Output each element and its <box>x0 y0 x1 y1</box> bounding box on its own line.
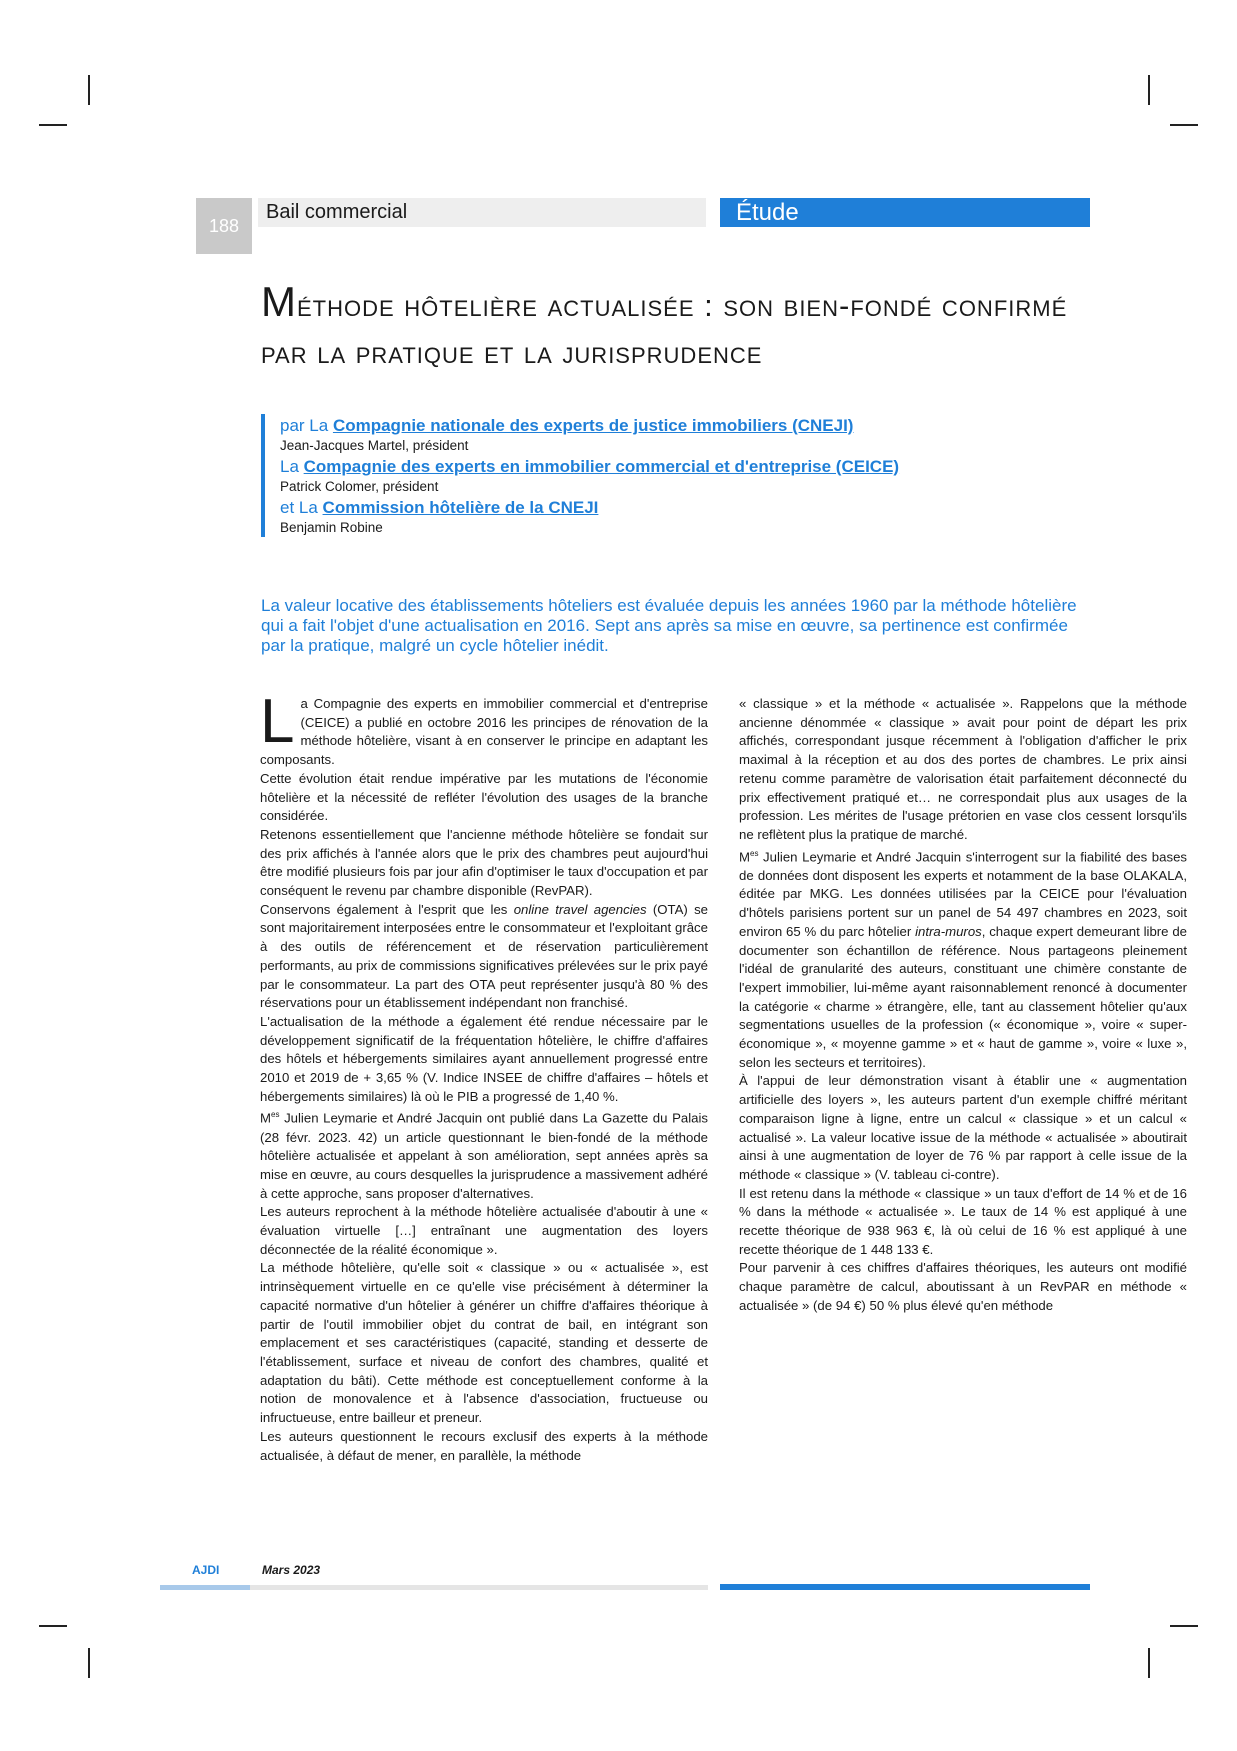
crop-mark <box>88 1648 90 1678</box>
author-block <box>261 414 1091 537</box>
footer-accent <box>160 1585 250 1590</box>
body-paragraph: Il est retenu dans la méthode « classique » un taux d'effort de 14 % et de 16 % dans la méthode « actualisée ». Le taux de 14 % est appliqué à une recette théorique de 938 963 €, là où celui de 16 % est appliqué à une recette théorique de 1 448 133 €. <box>739 1185 1187 1257</box>
page-number: 188 <box>196 198 252 254</box>
rubric-text: Bail commercial <box>266 201 408 223</box>
drop-cap: L <box>260 687 295 756</box>
footer-rule-left <box>160 1585 708 1590</box>
author-org-line <box>280 414 1091 437</box>
body-paragraph <box>260 1106 708 1203</box>
author-prefix: La <box>280 457 304 476</box>
paragraph-emphasis: intra-muros <box>915 923 982 939</box>
paragraph-text: M <box>260 1110 271 1126</box>
author-org-link[interactable]: Commission hôtelière de la CNEJI <box>322 498 599 517</box>
body-paragraph: « classique » et la méthode « actualisée ». Rappelons que la méthode ancienne dénommée « classique » avait pour point de départ les prix affichés, correspondant jusque récemment à l'obligation d'afficher le prix maximal à la réception et au dos des portes de chambres. Le prix ainsi retenu comme paramètre de valorisation était parfaitement déconnecté du prix effectivement pratiqué et… ne correspondait plus aux usages de la profession. Les mérites de l'usage prétorien en vase clos cessent lorsqu'ils ne reflètent plus la pratique de marché. <box>739 696 1187 842</box>
body-paragraph <box>739 845 1187 1073</box>
footer-rule-right <box>720 1584 1090 1590</box>
author-prefix: et La <box>280 498 323 517</box>
paragraph-text: (OTA) se sont majoritairement interposées entre le consommateur et l'exploitant grâce à des outils de référencement et de réservation particulièrement performants, au prix de commissions significatives prélevées sur le prix payé par le consommateur. La part des OTA peut représenter jusqu'à 80 % des réservations pour un établissement indépendant non franchisé. <box>260 901 709 1011</box>
paragraph-text: Julien Leymarie et André Jacquin s'interrogent sur la fiabilité des bases de données dont disposent les experts et notamment de la base OLAKALA, éditée par MKG. Les données utilisées par la CEICE pour l'évaluation d'hôtels parisiens portent sur un panel de 54 497 chambres en 2023, soit environ 65 % du parc hôtelier <box>739 849 1187 939</box>
author-org-line <box>280 496 1091 519</box>
body-paragraph <box>260 687 708 770</box>
paragraph-text: Julien Leymarie et André Jacquin ont publié dans La Gazette du Palais (28 févr. 2023. 42) un article questionnant le bien-fondé de la méthode hôtelière actualisée et appelant à son amélioration, sept années après sa mise en œuvre, au cours desquelles la jurisprudence a massivement adhéré à cette approche, sans proposer d'alternatives. <box>260 1110 708 1201</box>
crop-mark <box>1170 124 1198 126</box>
body-paragraph: Cette évolution était rendue impérative par les mutations de l'économie hôtelière et la nécessité de refléter l'évolution des usages de la branche considérée. <box>260 770 708 824</box>
author-prefix: par La <box>280 416 333 435</box>
superscript: es <box>750 848 759 858</box>
rubric-label <box>258 198 706 227</box>
title-text: éthode hôtelière actualisée : son bien-fondé confirmé par la pratique et la jurisprudence <box>261 288 1068 370</box>
paragraph-text: , chaque expert demeurant libre de documenter son échantillon de référence. Nous partageons pleinement l'idéal de granularité des auteurs, constituant une chimère constante de l'expert immobilier, lui-même ayant raisonnablement renoncé à documenter la catégorie « charme » étrangère, elle, tant au classement hôtelier qu'aux segmentations usuelles de la profession (« économique », voire « super-économique », « moyenne gamme » et « haut de gamme », voire « luxe », selon les secteurs et territoires). <box>739 923 1187 1070</box>
crop-mark <box>1148 1648 1150 1678</box>
body-paragraph: Pour parvenir à ces chiffres d'affaires théoriques, les auteurs ont modifié chaque paramètre de calcul, aboutissant à un RevPAR en méthode « actualisée » (de 94 €) 50 % plus élevé qu'en méthode <box>739 1260 1187 1313</box>
body-paragraph: La méthode hôtelière, qu'elle soit « classique » ou « actualisée », est intrinsèquement virtuelle en ce qu'elle vise précisément à déterminer la capacité normative d'un hôtelier à générer un chiffre d'affaires théorique à partir de l'outil immobilier objet du contrat de bail, en intégrant son emplacement et ses caractéristiques (capacité, standing et desserte de l'établissement, surface et niveau de confort des chambres, qualité et adaptation du bâti). Cette méthode est conceptuellement conforme à la notion de monovalence et à l'absence d'association, fructueuse ou infructueuse, entre bailleur et preneur. <box>260 1260 708 1426</box>
crop-mark <box>1148 75 1150 105</box>
author-person: Patrick Colomer, président <box>280 479 439 494</box>
crop-mark <box>1170 1625 1198 1627</box>
paragraph-text: M <box>739 849 750 865</box>
body-paragraph: Retenons essentiellement que l'ancienne méthode hôtelière se fondait sur des prix affichés à l'année alors que le prix des chambres peut aujourd'hui être modifié plusieurs fois par jour afin d'optimiser le taux d'occupation et par conséquent le revenu par chambre disponible (RevPAR). <box>260 826 708 899</box>
title-first-letter: M <box>261 278 297 325</box>
crop-mark <box>39 1625 67 1627</box>
superscript: es <box>271 1110 280 1120</box>
paragraph-emphasis: online travel agencies <box>513 901 647 917</box>
body-column-left <box>260 687 709 1465</box>
body-paragraph: Les auteurs questionnent le recours exclusif des experts à la méthode actualisée, à défaut de mener, en parallèle, la méthode <box>260 1428 708 1463</box>
author-person: Benjamin Robine <box>280 520 383 535</box>
body-paragraph: L'actualisation de la méthode a également été rendue nécessaire par le développement significatif de la fréquentation hôtelière, le chiffre d'affaires des hôtels et hébergements similaires ayant annuellement progressé entre 2010 et 2019 de + 3,65 % (V. Indice INSEE de chiffre d'affaires – hôtels et hébergements similaires) là où le PIB a progressé de 1,40 %. <box>260 1013 708 1104</box>
paragraph-text: Conservons également à l'esprit que les <box>260 901 514 917</box>
footer-issue-date: Mars 2023 <box>262 1563 321 1577</box>
article-lead: La valeur locative des établissements hôteliers est évaluée depuis les années 1960 par la méthode hôtelière qui a fait l'objet d'une actualisation en 2016. Sept ans après sa mise en œuvre, sa pertinence est confirmée par la pratique, malgré un cycle hôtelier inédit. <box>261 596 1077 655</box>
author-org-line <box>280 455 1091 478</box>
author-org-link[interactable]: Compagnie des experts en immobilier commercial et d'entreprise (CEICE) <box>303 457 900 476</box>
footer-journal-name: AJDI <box>192 1563 220 1577</box>
article-title <box>261 278 1091 376</box>
article-type-text: Étude <box>736 198 799 226</box>
article-type-tag <box>720 198 1090 227</box>
body-paragraph: Les auteurs reprochent à la méthode hôtelière actualisée d'aboutir à une « évaluation virtuelle […] entraînant une augmentation des loyers déconnectée de la réalité économique ». <box>260 1204 708 1257</box>
paragraph-text: a Compagnie des experts en immobilier commercial et d'entreprise (CEICE) a publié en octobre 2016 les principes de rénovation de la méthode hôtelière, visant à en conserver le principe en adaptant les composants. <box>260 696 708 768</box>
author-person: Jean-Jacques Martel, président <box>280 438 469 453</box>
crop-mark <box>88 75 90 105</box>
crop-mark <box>39 124 67 126</box>
body-paragraph <box>260 901 708 1013</box>
body-paragraph: À l'appui de leur démonstration visant à établir une « augmentation artificielle des loyers », les auteurs partent d'un exemple chiffré méritant comparaison ligne à ligne, entre un calcul « classique » et un calcul « actualisé ». La valeur locative issue de la méthode « actualisée » aboutirait ainsi à une augmentation de loyer de 76 % par rapport à celle issue de la méthode « classique » (V. tableau ci-contre). <box>739 1073 1187 1182</box>
body-column-right <box>739 695 1187 1316</box>
author-org-link[interactable]: Compagnie nationale des experts de justice immobiliers (CNEJI) <box>332 416 854 435</box>
